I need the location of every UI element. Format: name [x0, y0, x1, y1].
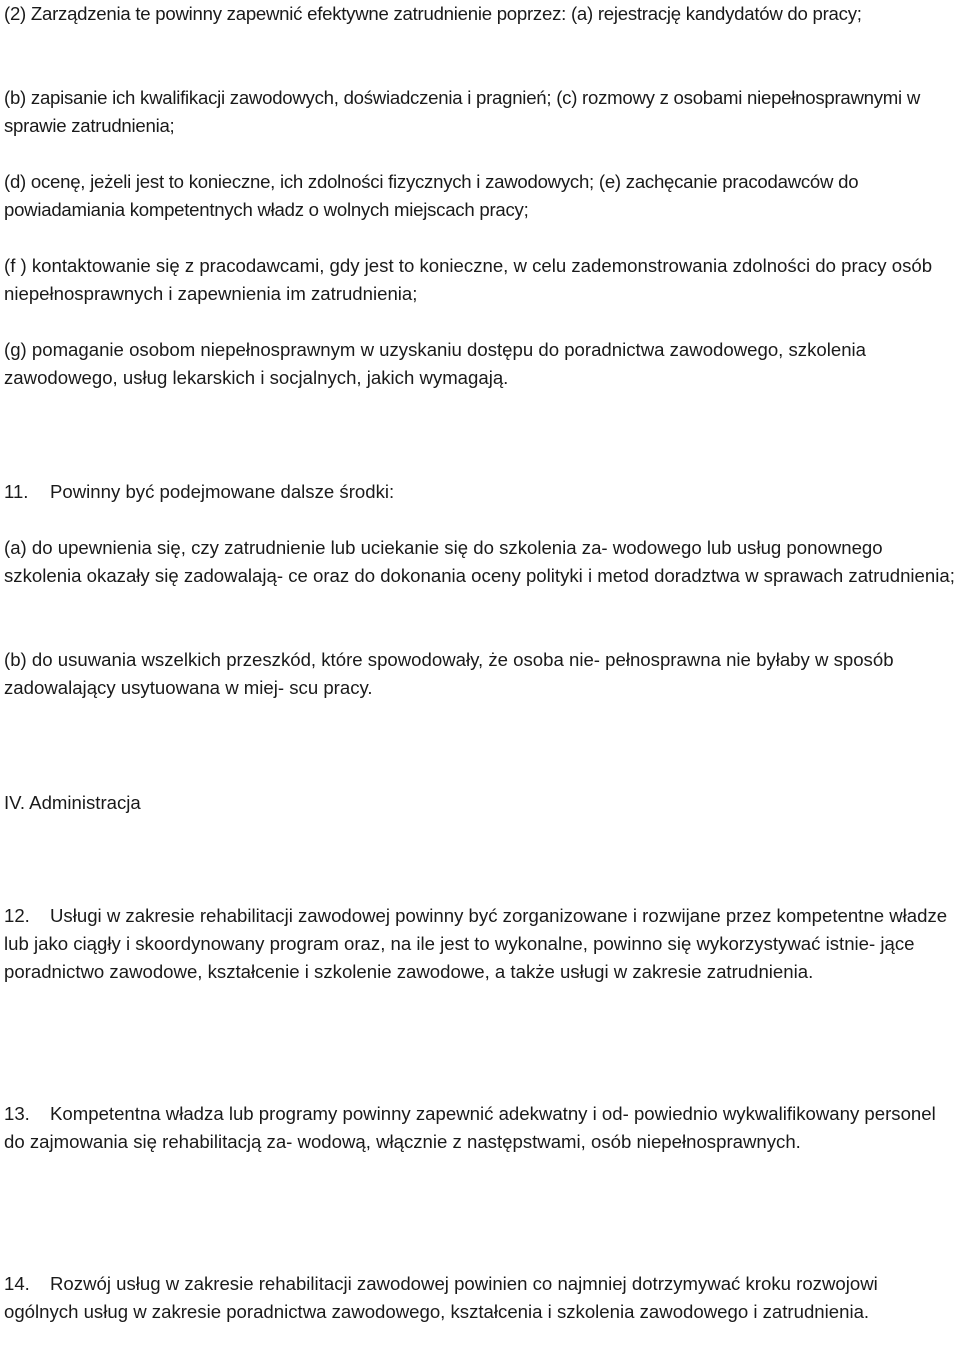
section-heading-iv: IV. Administracja	[4, 792, 141, 813]
paragraph-11a: (a) do upewnienia się, czy zatrudnienie lub uciekanie się do szkolenia za- wodowego lub usług ponownego szkolenia okazały się zadowalają- ce oraz do dokonania oceny polityki i metod doradztwa w sprawach zatrudnienia;	[4, 537, 955, 587]
paragraph-12	[4, 902, 956, 987]
paragraph-14-number: 14.	[4, 1273, 30, 1294]
paragraph-2: (2) Zarządzenia te powinny zapewnić efektywne zatrudnienie poprzez: (a) rejestrację kandydatów do pracy;	[4, 3, 862, 24]
paragraph-13-text: Kompetentna władza lub programy powinny zapewnić adekwatny i od- powiednio wykwalifikowany personel do zajmowania się rehabilitacją za- wodową, włącznie z następstwami, osób niepełnosprawnych.	[4, 1103, 936, 1153]
paragraph-g: (g) pomaganie osobom niepełnosprawnym w uzyskaniu dostępu do poradnictwa zawodowego, szkolenia zawodowego, usług lekarskich i socjalnych, jakich wymagają.	[4, 339, 867, 389]
paragraph-11-text: Powinny być podejmowane dalsze środki:	[50, 481, 395, 502]
paragraph-11-number: 11.	[4, 481, 29, 502]
paragraph-12-text: Usługi w zakresie rehabilitacji zawodowej powinny być zorganizowane i rozwijane przez kompetentne władze lub jako ciągły i skoordynowany program oraz, na ile jest to wykonalne, powinno się wykorzystywać istnie- jące poradnictwo zawodowe, kształcenie i szkolenie zawodowe, a także usługi w zakresie zatrudnienia.	[4, 905, 948, 983]
paragraph-b: (b) zapisanie ich kwalifikacji zawodowych, doświadczenia i pragnień; (c) rozmowy z osobami niepełnosprawnymi w sprawie zatrudnienia;	[4, 87, 921, 137]
paragraph-12-number: 12.	[4, 905, 30, 926]
paragraph-14-text: Rozwój usług w zakresie rehabilitacji zawodowej powinien co najmniej dotrzymywać kroku rozwojowi ogólnych usług w zakresie poradnictwa zawodowego, kształcenia i szkolenia zawodowego i zatrudnienia.	[4, 1273, 878, 1323]
paragraph-f: (f ) kontaktowanie się z pracodawcami, gdy jest to konieczne, w celu zademonstrowania zdolności do pracy osób niepełnosprawnych i zapewnienia im zatrudnienia;	[4, 255, 933, 305]
paragraph-11b: (b) do usuwania wszelkich przeszkód, które spowodowały, że osoba nie- pełnosprawna nie byłaby w sposób zadowalający usytuowana w miej- scu pracy.	[4, 649, 894, 699]
paragraph-d: (d) ocenę, jeżeli jest to konieczne, ich zdolności fizycznych i zawodowych; (e) zachęcanie pracodawców do powiadamiania kompetentnych władz o wolnych miejscach pracy;	[4, 171, 859, 221]
paragraph-13	[4, 1100, 956, 1156]
paragraph-11	[4, 478, 956, 506]
paragraph-14	[4, 1270, 956, 1326]
paragraph-13-number: 13.	[4, 1103, 30, 1124]
